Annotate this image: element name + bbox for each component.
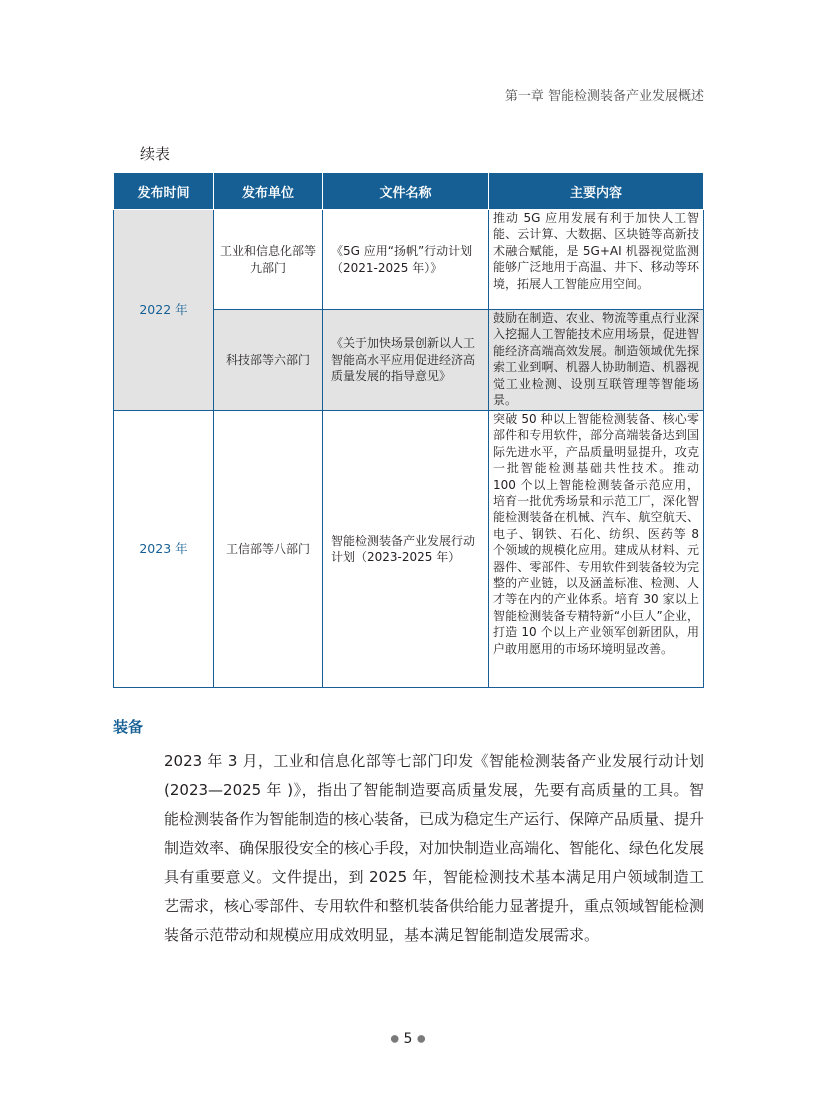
content-cell: 推动 5G 应用发展有利于加快人工智能、云计算、大数据、区块链等高新技术融合赋能，是 5G+AI 机器视觉监测能够广泛地用于高温、井下、移动等环境，拓展人工智能应用空间。 xyxy=(489,210,704,310)
table-row xyxy=(114,210,704,310)
issuer-cell: 科技部等六部门 xyxy=(214,310,323,411)
column-header-content: 主要内容 xyxy=(489,173,704,210)
bullet-dot-icon: ● xyxy=(416,1033,426,1045)
year-cell: 2023 年 xyxy=(114,411,214,688)
column-header-document: 文件名称 xyxy=(323,173,489,210)
year-cell: 2022 年 xyxy=(114,210,214,411)
bullet-dot-icon: ● xyxy=(390,1033,400,1045)
column-header-issuer: 发布单位 xyxy=(214,173,323,210)
document-cell: 《5G 应用“扬帆”行动计划（2021-2025 年）》 xyxy=(323,210,489,310)
issuer-cell: 工信部等八部门 xyxy=(214,411,323,688)
content-cell: 突破 50 种以上智能检测装备、核心零部件和专用软件，部分高端装备达到国际先进水平，产品质量明显提升，攻克一批智能检测基础共性技术。推动 100 个以上智能检测装备示范应用，培育一批优秀场景和示范工厂，深化智能检测装备在机械、汽车、航空航天、电子、钢铁、石化、纺织、医药等 8 个领域的规模化应用。建成从材料、元器件、零部件、专用软件到装备较为完整的产业链，以及涵盖标准、检测、人才等在内的产业体系。培育 30 家以上智能检测装备专精特新“小巨人”企业，打造 10 个以上产业领军创新团队，用户敢用愿用的市场环境明显改善。 xyxy=(489,411,704,688)
table-row xyxy=(114,411,704,688)
table-caption: 续表 xyxy=(140,145,171,163)
body-paragraph: 2023 年 3 月，工业和信息化部等七部门印发《智能检测装备产业发展行动计划(2023—2025 年 )》，指出了智能制造要高质量发展，先要有高质量的工具。智能检测装备作为智能制造的核心装备，已成为稳定生产运行、保障产品质量、提升制造效率、确保服役安全的核心手段，对加快制造业高端化、智能化、绿色化发展具有重要意义。文件提出，到 2025 年，智能检测技术基本满足用户领域制造工艺需求，核心零部件、专用软件和整机装备供给能力显著提升，重点领域智能检测装备示范带动和规模应用成效明显，基本满足智能制造发展需求。 xyxy=(164,752,705,944)
document-cell: 《关于加快场景创新以人工智能高水平应用促进经济高质量发展的指导意见》 xyxy=(323,310,489,411)
page-footer xyxy=(0,1031,816,1047)
running-header: 第一章 智能检测装备产业发展概述 xyxy=(504,89,704,104)
table-header-row xyxy=(114,173,704,210)
document-cell: 智能检测装备产业发展行动计划（2023-2025 年） xyxy=(323,411,489,688)
section-heading: 装备 xyxy=(113,718,144,736)
content-cell: 鼓励在制造、农业、物流等重点行业深入挖掘人工智能技术应用场景，促进智能经济高端高效发展。制造领域优先探索工业到啊、机器人协助制造、机器视觉工业检测、设別互联管理等智能场景。 xyxy=(489,310,704,411)
policy-table xyxy=(113,172,704,688)
page-number: 5 xyxy=(403,1031,413,1047)
column-header-release-time: 发布时间 xyxy=(114,173,214,210)
issuer-cell: 工业和信息化部等九部门 xyxy=(214,210,323,310)
